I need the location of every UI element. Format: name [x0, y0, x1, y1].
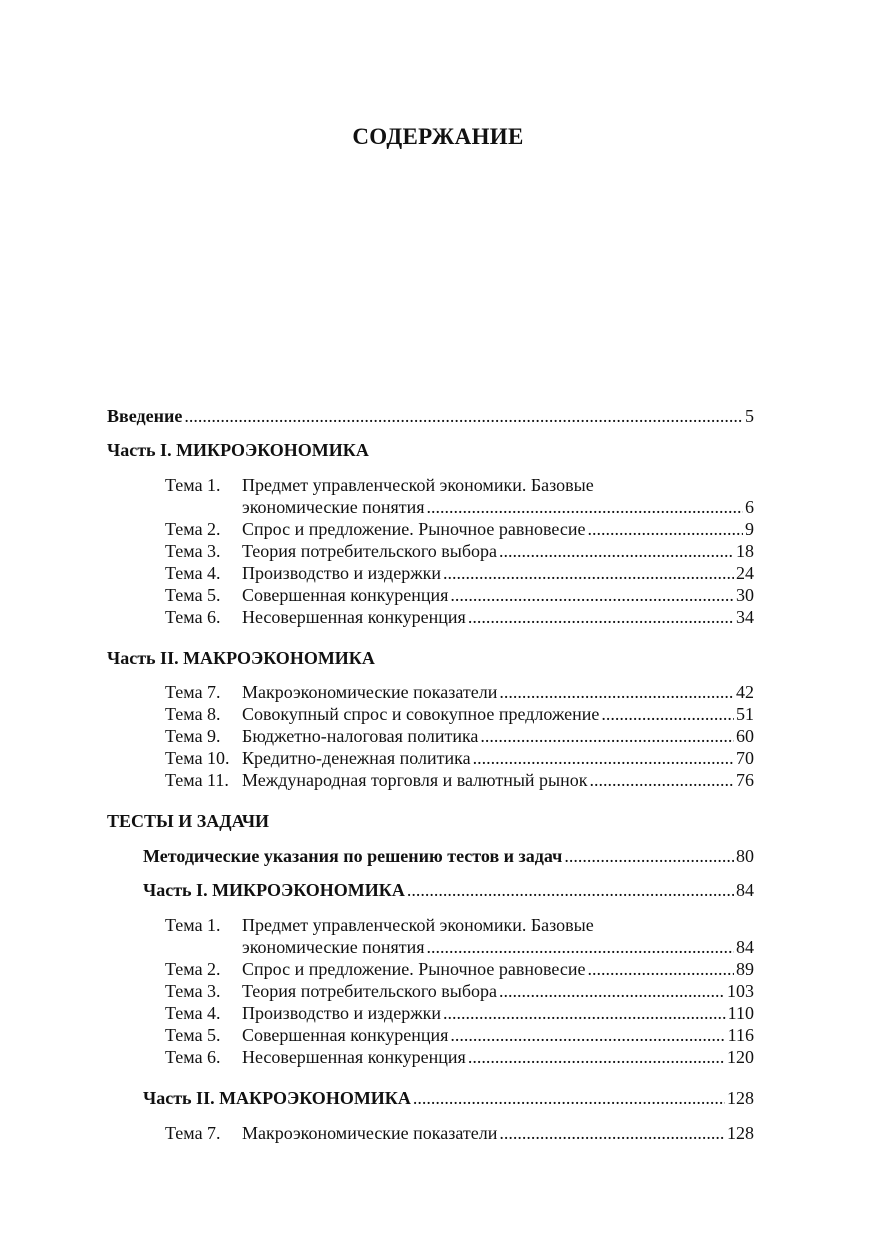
entry-title-continued: экономические понятия	[242, 937, 425, 957]
page-number: 6	[745, 497, 754, 517]
entry-title: Совершенная конкуренция	[242, 585, 449, 605]
toc-entry-p1-t1[interactable]	[242, 496, 754, 518]
dot-leader	[480, 725, 734, 747]
entry-title: Совокупный спрос и совокупное предложение	[242, 704, 600, 724]
page-number: 5	[745, 406, 754, 426]
entry-title: Теория потребительского выбора	[242, 541, 498, 561]
toc-entry-p1-t2[interactable]	[242, 518, 754, 540]
toc-entry-tests-part2[interactable]	[143, 1087, 754, 1109]
part2-heading: Часть II. МАКРОЭКОНОМИКА	[107, 648, 375, 668]
page-number: 9	[745, 519, 754, 539]
dot-leader	[413, 1087, 725, 1109]
topic-number: Тема 4.	[165, 563, 221, 583]
entry-title: Предмет управленческой экономики. Базовые	[242, 915, 594, 935]
page-number: 84	[736, 937, 754, 957]
topic-number: Тема 5.	[165, 585, 221, 605]
dot-leader	[499, 980, 725, 1002]
dot-leader	[590, 769, 734, 791]
entry-title: Совершенная конкуренция	[242, 1025, 449, 1045]
dot-leader	[427, 496, 743, 518]
topic-number: Тема 1.	[165, 475, 221, 495]
entry-title: Предмет управленческой экономики. Базовые	[242, 475, 594, 495]
page-number: 70	[736, 748, 754, 768]
page-number: 30	[736, 585, 754, 605]
dot-leader	[450, 584, 734, 606]
entry-title: Часть I. МИКРОЭКОНОМИКА	[143, 880, 405, 900]
toc-entry-p2-t7[interactable]	[242, 681, 754, 703]
topic-number: Тема 6.	[165, 607, 221, 627]
page-number: 51	[736, 704, 754, 724]
entry-title: Спрос и предложение. Рыночное равновесие	[242, 959, 586, 979]
toc-entry-tp1-t4[interactable]	[242, 1002, 754, 1024]
topic-number: Тема 1.	[165, 915, 221, 935]
dot-leader	[443, 1002, 726, 1024]
page-number: 80	[736, 846, 754, 866]
entry-title-continued: экономические понятия	[242, 497, 425, 517]
dot-leader	[407, 879, 734, 901]
toc-entry-p1-t4[interactable]	[242, 562, 754, 584]
dot-leader	[468, 606, 734, 628]
dot-leader	[601, 703, 734, 725]
toc-entry-p2-t9[interactable]	[242, 725, 754, 747]
dot-leader	[473, 747, 734, 769]
toc-entry-tp1-t6[interactable]	[242, 1046, 754, 1068]
toc-entry-tp1-t1[interactable]	[242, 936, 754, 958]
entry-title: Часть II. МАКРОЭКОНОМИКА	[143, 1088, 411, 1108]
toc-entry-tp1-t5[interactable]	[242, 1024, 754, 1046]
dot-leader	[450, 1024, 725, 1046]
page-number: 89	[736, 959, 754, 979]
page-number: 128	[727, 1088, 754, 1108]
entry-title: Спрос и предложение. Рыночное равновесие	[242, 519, 586, 539]
dot-leader	[443, 562, 734, 584]
toc-entry-intro[interactable]	[107, 405, 754, 427]
topic-number: Тема 10.	[165, 748, 230, 768]
entry-title: Кредитно-денежная политика	[242, 748, 471, 768]
toc-entry-p1-t5[interactable]	[242, 584, 754, 606]
toc-entry-p2-t11[interactable]	[242, 769, 754, 791]
page-number: 110	[727, 1003, 754, 1023]
topic-number: Тема 5.	[165, 1025, 221, 1045]
topic-number: Тема 6.	[165, 1047, 221, 1067]
toc-entry-tests-part1[interactable]	[143, 879, 754, 901]
entry-title: Международная торговля и валютный рынок	[242, 770, 588, 790]
topic-number: Тема 3.	[165, 541, 221, 561]
part1-heading: Часть I. МИКРОЭКОНОМИКА	[107, 440, 369, 460]
page-number: 128	[727, 1123, 754, 1143]
dot-leader	[564, 845, 734, 867]
page-number: 76	[736, 770, 754, 790]
dot-leader	[499, 1122, 725, 1144]
dot-leader	[587, 518, 743, 540]
page-number: 116	[727, 1025, 754, 1045]
topic-number: Тема 4.	[165, 1003, 221, 1023]
topic-number: Тема 7.	[165, 1123, 221, 1143]
toc-entry-methods[interactable]	[143, 845, 754, 867]
tests-heading: ТЕСТЫ И ЗАДАЧИ	[107, 811, 270, 831]
toc-entry-tp2-t7[interactable]	[242, 1122, 754, 1144]
page-number: 103	[727, 981, 754, 1001]
toc-entry-tp1-t3[interactable]	[242, 980, 754, 1002]
dot-leader	[184, 405, 743, 427]
page-number: 60	[736, 726, 754, 746]
entry-title: Теория потребительского выбора	[242, 981, 498, 1001]
page-number: 34	[736, 607, 754, 627]
entry-title: Макроэкономические показатели	[242, 682, 498, 702]
dot-leader	[427, 936, 734, 958]
page-number: 84	[736, 880, 754, 900]
toc-entry-tp1-t2[interactable]	[242, 958, 754, 980]
dot-leader	[499, 681, 734, 703]
page-number: 120	[727, 1047, 754, 1067]
topic-number: Тема 2.	[165, 519, 221, 539]
entry-title: Макроэкономические показатели	[242, 1123, 498, 1143]
entry-title: Бюджетно-налоговая политика	[242, 726, 479, 746]
toc-entry-p2-t8[interactable]	[242, 703, 754, 725]
toc-entry-p1-t3[interactable]	[242, 540, 754, 562]
page-number: 24	[736, 563, 754, 583]
dot-leader	[468, 1046, 725, 1068]
entry-title: Введение	[107, 406, 183, 426]
topic-number: Тема 8.	[165, 704, 221, 724]
topic-number: Тема 3.	[165, 981, 221, 1001]
toc-entry-p2-t10[interactable]	[242, 747, 754, 769]
dot-leader	[587, 958, 734, 980]
page-title: СОДЕРЖАНИЕ	[352, 124, 524, 149]
entry-title: Методические указания по решению тестов и задач	[143, 846, 563, 866]
toc-entry-p1-t6[interactable]	[242, 606, 754, 628]
dot-leader	[499, 540, 734, 562]
topic-number: Тема 2.	[165, 959, 221, 979]
entry-title: Производство и издержки	[242, 1003, 442, 1023]
page-number: 18	[736, 541, 754, 561]
entry-title: Производство и издержки	[242, 563, 442, 583]
topic-number: Тема 11.	[165, 770, 229, 790]
topic-number: Тема 9.	[165, 726, 221, 746]
entry-title: Несовершенная конкуренция	[242, 607, 466, 627]
entry-title: Несовершенная конкуренция	[242, 1047, 466, 1067]
page-number: 42	[736, 682, 754, 702]
topic-number: Тема 7.	[165, 682, 221, 702]
